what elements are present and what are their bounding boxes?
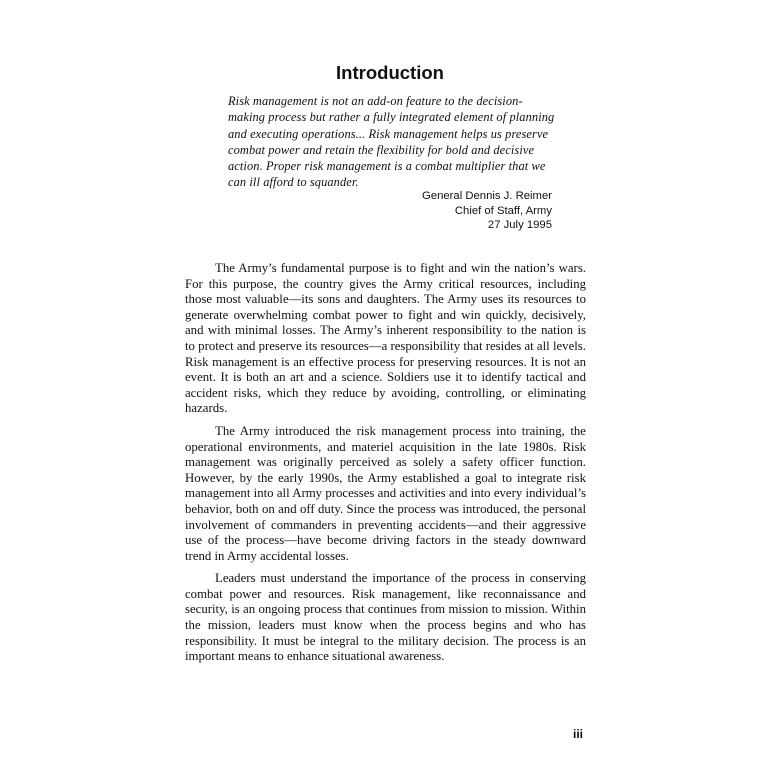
body-text: [185, 261, 586, 672]
attribution-position: Chief of Staff, Army: [454, 204, 552, 217]
body-paragraph-3: Leaders must understand the importance of the process in conserving combat power and resources. Risk management, like reconnaissance and security, is an ongoing process that continues from mission to mission. Within the mission, leaders must know when the process begins and who has responsibility. It must be integral to the military decision. The process is an important means to enhance situational awareness.: [185, 571, 586, 664]
attribution-date: 27 July 1995: [487, 219, 552, 232]
body-paragraph-2: The Army introduced the risk management process into training, the operational environments, and materiel acquisition in the late 1980s. Risk management was originally perceived as solely a safety officer function. However, by the early 1990s, the Army established a goal to integrate risk management into all Army processes and activities and into every individual’s behavior, both on and off duty. Since the process was introduced, the personal involvement of commanders in preventing accidents—and their aggressive use of the process—have become driving factors in the steady downward trend in Army accidental losses.: [185, 423, 586, 563]
attribution-name: General Dennis J. Reimer: [422, 190, 552, 202]
epigraph-quote: Risk management is not an add-on feature to the decision-making process but rather a fully integrated element of planning and executing operations... Risk management helps us preserve combat power and retain the flexibility for bold and decisive action. Proper risk management is a combat multiplier that we can ill afford to squander.: [228, 94, 555, 190]
page-title: Introduction: [336, 62, 444, 83]
quote-attribution: [422, 189, 552, 233]
body-paragraph-1: The Army’s fundamental purpose is to fight and win the nation’s wars. For this purpose, the country gives the Army critical resources, including those most valuable—its sons and daughters. The Army uses its resources to generate overwhelming combat power to fight and win quickly, decisively, and with minimal losses. The Army’s inherent responsibility to the nation is to protect and preserve its resources—a responsibility that resides at all levels. Risk management is an effective process for preserving resources. It is not an event. It is both an art and a science. Soldiers use it to identify tactical and accident risks, which they reduce by avoiding, controlling, or eliminating hazards.: [185, 261, 586, 416]
page-number: iii: [572, 727, 583, 741]
